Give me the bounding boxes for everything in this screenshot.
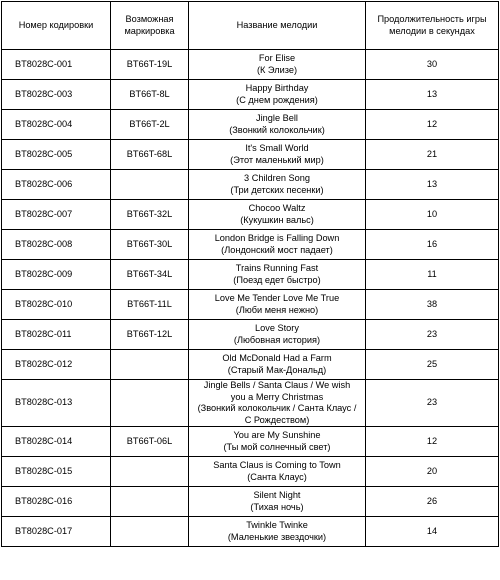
cell-duration: 13 (366, 170, 499, 200)
cell-marking: BT66T-06L (111, 427, 189, 457)
title-line: London Bridge is Falling Down (214, 233, 340, 243)
cell-duration: 30 (366, 50, 499, 80)
header-row (2, 2, 499, 50)
title-line: Happy Birthday (245, 83, 309, 93)
header-duration: Продолжительность игры мелодии в секундах (366, 2, 499, 50)
cell-title (189, 80, 366, 110)
title-line: Silent Night (253, 490, 301, 500)
title-line: (Звонкий колокольчик) (229, 124, 325, 135)
table-body (2, 50, 499, 547)
cell-marking: BT66T-32L (111, 200, 189, 230)
table-row (2, 457, 499, 487)
cell-code: BT8028C-013 (2, 380, 111, 427)
title-line: Chocoo Waltz (248, 203, 306, 213)
cell-duration: 14 (366, 517, 499, 547)
cell-code: BT8028C-010 (2, 290, 111, 320)
title-line: Love Me Tender Love Me True (214, 293, 340, 303)
title-line: (Три детских песенки) (230, 184, 324, 195)
title-line: you a Merry Christmas (230, 391, 324, 402)
cell-code: BT8028C-016 (2, 487, 111, 517)
header-code: Номер кодировки (2, 2, 111, 50)
title-line: Twinkle Twinke (246, 520, 308, 530)
title-line: Old McDonald Had a Farm (222, 353, 332, 363)
cell-marking (111, 350, 189, 380)
title-line: Jingle Bell (256, 113, 298, 123)
cell-marking (111, 457, 189, 487)
cell-duration: 11 (366, 260, 499, 290)
cell-marking: BT66T-30L (111, 230, 189, 260)
title-line: 3 Children Song (244, 173, 310, 183)
title-line: (Старый Мак-Дональд) (227, 364, 327, 375)
cell-duration: 12 (366, 427, 499, 457)
table-row (2, 380, 499, 427)
cell-duration: 23 (366, 320, 499, 350)
cell-title (189, 517, 366, 547)
cell-title (189, 50, 366, 80)
title-line: (Любовная история) (233, 334, 321, 345)
cell-duration: 10 (366, 200, 499, 230)
cell-title (189, 140, 366, 170)
cell-code: BT8028C-015 (2, 457, 111, 487)
title-line: (Санта Клаус) (247, 471, 307, 482)
table-row (2, 230, 499, 260)
title-line: (Поезд едет быстро) (233, 274, 321, 285)
cell-code: BT8028C-005 (2, 140, 111, 170)
cell-code: BT8028C-017 (2, 517, 111, 547)
cell-marking (111, 487, 189, 517)
title-line: Trains Running Fast (235, 263, 319, 273)
cell-code: BT8028C-004 (2, 110, 111, 140)
header-marking: Возможная маркировка (111, 2, 189, 50)
title-line: (Этот маленький мир) (230, 154, 324, 165)
cell-code: BT8028C-007 (2, 200, 111, 230)
title-line: (Ты мой солнечный свет) (223, 441, 331, 452)
cell-title (189, 380, 366, 427)
cell-marking: BT66T-11L (111, 290, 189, 320)
cell-duration: 12 (366, 110, 499, 140)
title-line: Santa Claus is Coming to Town (213, 460, 341, 470)
title-line: Love Story (255, 323, 299, 333)
cell-title (189, 170, 366, 200)
table-row (2, 80, 499, 110)
cell-duration: 13 (366, 80, 499, 110)
table-row (2, 110, 499, 140)
table-row (2, 517, 499, 547)
title-line: Jingle Bells / Santa Claus / We wish (203, 380, 351, 390)
cell-title (189, 110, 366, 140)
table-row (2, 140, 499, 170)
table-row (2, 50, 499, 80)
title-line: (С днем рождения) (236, 94, 318, 105)
cell-code: BT8028C-006 (2, 170, 111, 200)
cell-duration: 26 (366, 487, 499, 517)
cell-title (189, 200, 366, 230)
cell-marking (111, 170, 189, 200)
cell-title (189, 457, 366, 487)
cell-marking (111, 517, 189, 547)
title-line: (Маленькие звездочки) (227, 531, 327, 542)
cell-marking: BT66T-8L (111, 80, 189, 110)
title-line: (Люби меня нежно) (235, 304, 319, 315)
cell-marking: BT66T-2L (111, 110, 189, 140)
title-line: С Рождеством) (244, 414, 310, 425)
cell-marking: BT66T-34L (111, 260, 189, 290)
table-row (2, 350, 499, 380)
cell-duration: 16 (366, 230, 499, 260)
title-line: (Тихая ночь) (250, 501, 304, 512)
cell-code: BT8028C-009 (2, 260, 111, 290)
cell-code: BT8028C-011 (2, 320, 111, 350)
melody-table (1, 1, 499, 547)
header-title: Название мелодии (189, 2, 366, 50)
cell-title (189, 427, 366, 457)
cell-title (189, 260, 366, 290)
title-line: (Звонкий колокольчик / Санта Клаус / (197, 403, 357, 413)
table-row (2, 320, 499, 350)
cell-title (189, 350, 366, 380)
title-line: (Лондонский мост падает) (221, 244, 333, 255)
table-row (2, 487, 499, 517)
cell-title (189, 487, 366, 517)
cell-duration: 25 (366, 350, 499, 380)
cell-duration: 38 (366, 290, 499, 320)
cell-duration: 23 (366, 380, 499, 427)
cell-marking: BT66T-12L (111, 320, 189, 350)
table-row (2, 260, 499, 290)
cell-code: BT8028C-003 (2, 80, 111, 110)
title-line: (Кукушкин вальс) (240, 214, 314, 225)
cell-title (189, 230, 366, 260)
title-line: You are My Sunshine (233, 430, 321, 440)
cell-marking (111, 380, 189, 427)
table-row (2, 427, 499, 457)
table-row (2, 170, 499, 200)
cell-duration: 20 (366, 457, 499, 487)
title-line: It's Small World (245, 143, 309, 153)
cell-duration: 21 (366, 140, 499, 170)
cell-title (189, 320, 366, 350)
cell-title (189, 290, 366, 320)
table-row (2, 290, 499, 320)
cell-code: BT8028C-001 (2, 50, 111, 80)
title-line: (К Элизе) (256, 64, 298, 75)
title-line: For Elise (258, 53, 296, 63)
cell-code: BT8028C-014 (2, 427, 111, 457)
cell-code: BT8028C-012 (2, 350, 111, 380)
cell-marking: BT66T-68L (111, 140, 189, 170)
cell-code: BT8028C-008 (2, 230, 111, 260)
table-row (2, 200, 499, 230)
cell-marking: BT66T-19L (111, 50, 189, 80)
